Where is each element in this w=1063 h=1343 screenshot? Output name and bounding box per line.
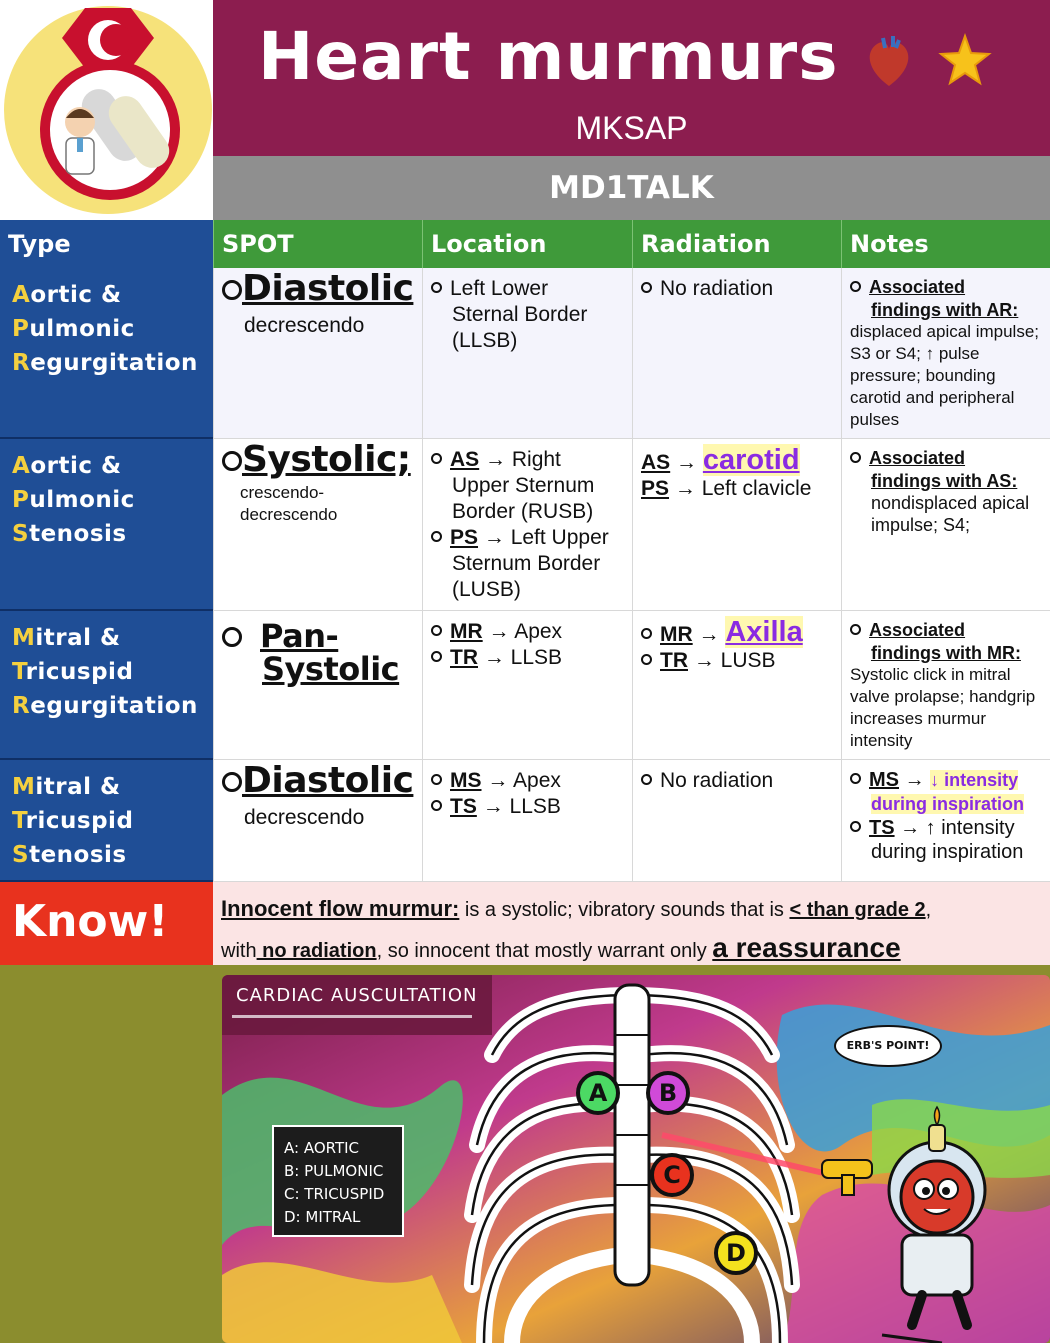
know-text (213, 882, 1050, 965)
know-sentence: , (925, 899, 932, 921)
bullet-icon (431, 651, 442, 662)
know-sentence: with (221, 940, 257, 962)
location-cell (422, 439, 632, 611)
table-row (0, 439, 1050, 611)
table-header-row (0, 220, 1050, 268)
legend-item: D: MITRAL (284, 1208, 361, 1226)
bullet-icon (850, 821, 861, 832)
arrow-text: → (698, 623, 720, 646)
type-line: Stenosis (12, 842, 127, 868)
table-row (0, 760, 1050, 882)
bullet-icon (641, 654, 652, 665)
notes-title: Associated (869, 448, 966, 468)
heart-icon (863, 32, 915, 90)
lesion-abbr: TR (660, 649, 688, 672)
spot-timing: Diastolic (242, 268, 414, 309)
notes-title: findings with AR: (871, 300, 1019, 320)
arrow-text: → (676, 451, 698, 474)
column-header-type: Type (0, 220, 213, 268)
type-line: Tricuspid (12, 808, 134, 834)
type-cell (0, 268, 213, 439)
spot-shape: decrescendo (240, 505, 338, 524)
type-line: Regurgitation (12, 350, 198, 376)
bullet-icon (431, 774, 442, 785)
brand-logo-icon (0, 0, 213, 220)
radiation-cell (632, 760, 841, 882)
notes-body: → ↑ intensity (900, 817, 1015, 839)
lesion-abbr: AS (641, 451, 671, 474)
radiation-target: Axilla (725, 616, 803, 648)
location-cell (422, 760, 632, 882)
column-header-notes: Notes (841, 220, 1050, 268)
lesion-abbr: MS (450, 769, 482, 792)
bullet-icon (641, 282, 652, 293)
bullet-icon (850, 624, 861, 635)
spot-shape: crescendo- (240, 483, 325, 502)
radiation-text: → Left clavicle (674, 477, 812, 500)
bullet-icon (222, 627, 242, 647)
table-row (0, 268, 1050, 439)
bullet-icon (431, 625, 442, 636)
brand-banner (213, 156, 1050, 220)
page-title (258, 18, 992, 95)
type-line: Tricuspid (12, 659, 134, 685)
bullet-icon (222, 451, 242, 471)
auscultation-illustration (222, 975, 1050, 1343)
spot-timing: Systolic (262, 650, 400, 688)
title-underline (232, 1015, 472, 1018)
notes-cell (841, 439, 1050, 611)
lesion-abbr: PS (450, 526, 479, 549)
notes-title: Associated (869, 620, 966, 640)
auscultation-point-c: C (650, 1153, 694, 1197)
location-text: Left Lower (450, 277, 549, 300)
type-cell (0, 611, 213, 760)
type-line: Pulmonic (12, 316, 135, 342)
lesion-abbr: TS (450, 795, 477, 818)
notes-highlight: during inspiration (871, 794, 1024, 814)
notes-title: findings with MR: (871, 643, 1021, 663)
type-line: Aortic & (12, 282, 122, 308)
know-no-radiation: no radiation (256, 940, 377, 962)
arrow-text: → (904, 769, 925, 791)
auscultation-legend (272, 1125, 404, 1237)
bullet-icon (431, 531, 442, 542)
location-text: Sternum Border (452, 552, 601, 575)
spot-cell (213, 760, 422, 882)
bullet-icon (850, 281, 861, 292)
location-text: Border (RUSB) (452, 500, 594, 523)
radiation-cell (632, 268, 841, 439)
type-line: Mitral & (12, 625, 121, 651)
illustration-title: CARDIAC AUSCULTATION (236, 985, 478, 1006)
bullet-icon (222, 772, 242, 792)
bullet-icon (431, 282, 442, 293)
notes-cell (841, 268, 1050, 439)
legend-item: C: TRICUSPID (284, 1185, 385, 1203)
radiation-cell (632, 439, 841, 611)
know-sentence: is a systolic; vibratory sounds that is (459, 899, 790, 921)
type-line: Stenosis (12, 521, 127, 547)
bullet-icon (431, 453, 442, 464)
spot-timing: Systolic; (242, 439, 411, 480)
know-term: Innocent flow murmur: (221, 896, 460, 921)
type-line: Aortic & (12, 453, 122, 479)
title-text: Heart murmurs (258, 18, 839, 95)
notes-body: Systolic click in mitral valve prolapse; handgrip increases murmur intensity (850, 665, 1036, 750)
lesion-abbr: MS (869, 769, 899, 791)
column-header-spot: SPOT (213, 220, 422, 268)
page-subtitle: MKSAP (575, 110, 688, 146)
lesion-abbr: TR (450, 646, 478, 669)
logo-panel (0, 0, 213, 220)
type-cell (0, 760, 213, 882)
location-text: → Left Upper (483, 526, 609, 549)
know-label: Know! (12, 896, 169, 947)
legend-item: B: PULMONIC (284, 1162, 384, 1180)
auscultation-point-b: B (646, 1071, 690, 1115)
notes-cell (841, 760, 1050, 882)
know-grade: < than grade 2 (789, 899, 926, 921)
location-text: Sternal Border (452, 303, 588, 326)
know-sentence: , so innocent that mostly warrant only (376, 940, 713, 962)
bullet-icon (641, 774, 652, 785)
bullet-icon (431, 800, 442, 811)
location-text: → Apex (488, 620, 563, 643)
legend-item: A: AORTIC (284, 1139, 360, 1157)
type-cell (0, 439, 213, 611)
notes-body: nondisplaced apical impulse; S4; (871, 493, 1030, 535)
column-header-location: Location (422, 220, 632, 268)
type-line: Regurgitation (12, 693, 198, 719)
auscultation-point-a: A (576, 1071, 620, 1115)
location-text: → Apex (487, 769, 561, 792)
radiation-text: → LUSB (693, 649, 776, 672)
radiation-target: carotid (702, 444, 800, 476)
notes-cell (841, 611, 1050, 760)
lesion-abbr: MR (660, 623, 693, 646)
location-cell (422, 268, 632, 439)
spot-timing: Diastolic (242, 760, 414, 801)
location-text: → LLSB (482, 795, 561, 818)
lesion-abbr: AS (450, 448, 480, 471)
radiation-text: No radiation (660, 277, 774, 300)
lesion-abbr: TS (869, 817, 895, 839)
type-line: Pulmonic (12, 487, 135, 513)
lesion-abbr: MR (450, 620, 483, 643)
notes-highlight: ↓ intensity (930, 770, 1019, 790)
speech-bubble: ERB'S POINT! (834, 1025, 942, 1067)
brand-name: MD1TALK (549, 170, 714, 206)
location-text: → Right (485, 448, 561, 471)
star-icon (938, 32, 992, 90)
column-header-radiation: Radiation (632, 220, 841, 268)
know-reassurance: a reassurance (712, 932, 901, 963)
spot-cell (213, 439, 422, 611)
spot-cell (213, 268, 422, 439)
notes-title: Associated (869, 277, 966, 297)
bullet-icon (641, 628, 652, 639)
type-line: Mitral & (12, 774, 121, 800)
auscultation-point-d: D (714, 1231, 758, 1275)
location-text: Upper Sternum (452, 474, 595, 497)
notes-body: displaced apical impulse; S3 or S4; ↑ pulse pressure; bounding carotid and peripheral pulses (850, 322, 1039, 429)
radiation-cell (632, 611, 841, 760)
know-panel (0, 882, 213, 965)
location-text: → LLSB (483, 646, 563, 669)
bullet-icon (222, 280, 242, 300)
location-text: (LUSB) (452, 578, 521, 601)
spot-timing: Pan- (260, 617, 339, 655)
notes-body: during inspiration (871, 841, 1024, 863)
spot-shape: decrescendo (244, 806, 365, 829)
location-cell (422, 611, 632, 760)
bullet-icon (850, 452, 861, 463)
lesion-abbr: PS (641, 477, 670, 500)
spot-shape: decrescendo (244, 314, 365, 337)
notes-title: findings with AS: (871, 471, 1018, 491)
spot-cell (213, 611, 422, 760)
table-row (0, 611, 1050, 760)
title-banner (213, 0, 1050, 156)
radiation-text: No radiation (660, 769, 774, 792)
bullet-icon (850, 773, 861, 784)
location-text: (LLSB) (452, 329, 518, 352)
